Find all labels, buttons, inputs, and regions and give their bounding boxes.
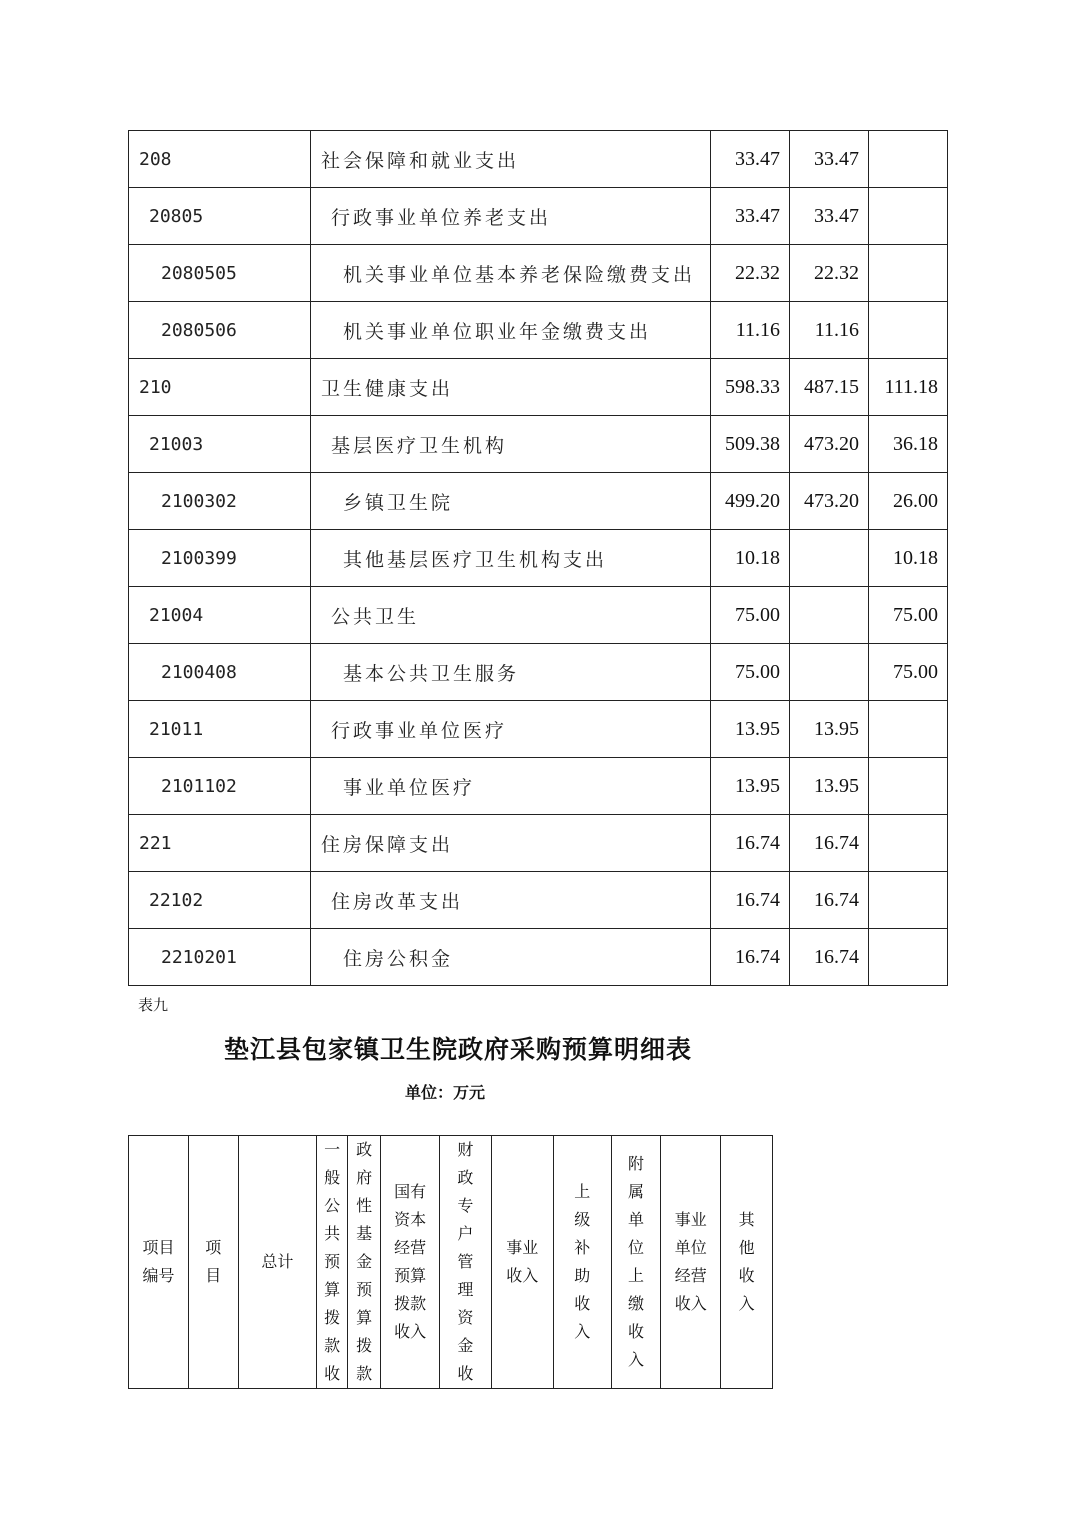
account-code-cell: 2080505 [129,245,311,302]
account-name-cell: 事业单位医疗 [311,758,711,815]
project-amount-cell [869,302,948,359]
basic-amount-cell: 487.15 [790,359,869,416]
basic-amount-cell [790,587,869,644]
project-amount-cell [869,245,948,302]
procurement-header-row [129,1136,773,1389]
table-row [129,416,948,473]
total-amount-cell: 16.74 [711,929,790,986]
basic-amount-cell: 11.16 [790,302,869,359]
procurement-column-header [129,1136,189,1389]
project-amount-cell [869,872,948,929]
total-amount-cell: 13.95 [711,701,790,758]
account-name-cell: 行政事业单位医疗 [311,701,711,758]
column-header-label: 项目编号 [142,1238,175,1285]
account-code-cell: 208 [129,131,311,188]
unit-label: 单位：万元 [405,1083,486,1102]
account-name-cell: 乡镇卫生院 [311,473,711,530]
account-code-cell: 2100399 [129,530,311,587]
account-name-cell: 基层医疗卫生机构 [311,416,711,473]
project-amount-cell: 75.00 [869,587,948,644]
total-amount-cell: 75.00 [711,644,790,701]
total-amount-cell: 598.33 [711,359,790,416]
project-amount-cell: 26.00 [869,473,948,530]
project-amount-cell [869,701,948,758]
account-name-cell: 卫生健康支出 [311,359,711,416]
total-amount-cell: 22.32 [711,245,790,302]
project-amount-cell [869,131,948,188]
account-name-cell: 公共卫生 [311,587,711,644]
procurement-column-header [317,1136,348,1389]
total-amount-cell: 16.74 [711,872,790,929]
table-row [129,188,948,245]
project-amount-cell [869,758,948,815]
basic-amount-cell: 13.95 [790,758,869,815]
procurement-column-header [721,1136,773,1389]
total-amount-cell: 13.95 [711,758,790,815]
table-row [129,359,948,416]
account-code-cell: 22102 [129,872,311,929]
table-row [129,302,948,359]
account-code-cell: 21004 [129,587,311,644]
procurement-column-header [238,1136,317,1389]
account-code-cell: 221 [129,815,311,872]
project-amount-cell [869,929,948,986]
table-row [129,245,948,302]
table-row [129,530,948,587]
total-amount-cell: 10.18 [711,530,790,587]
basic-amount-cell [790,644,869,701]
procurement-column-header [440,1136,492,1389]
total-amount-cell: 33.47 [711,131,790,188]
table-row [129,701,948,758]
account-name-cell: 机关事业单位基本养老保险缴费支出 [311,245,711,302]
basic-amount-cell: 16.74 [790,872,869,929]
project-amount-cell [869,188,948,245]
account-code-cell: 2100302 [129,473,311,530]
basic-amount-cell: 473.20 [790,473,869,530]
procurement-table [128,1135,773,1389]
table-row [129,473,948,530]
total-amount-cell: 11.16 [711,302,790,359]
total-amount-cell: 16.74 [711,815,790,872]
total-amount-cell: 33.47 [711,188,790,245]
account-code-cell: 2101102 [129,758,311,815]
procurement-column-header [491,1136,553,1389]
basic-amount-cell: 13.95 [790,701,869,758]
column-header-label: 事业收入 [506,1238,539,1285]
column-header-label: 其他收入 [738,1210,755,1313]
project-amount-cell: 111.18 [869,359,948,416]
account-code-cell: 210 [129,359,311,416]
column-header-label: 财政专户管理资金收 [457,1140,474,1383]
table-number: 表九 [138,996,169,1014]
table-row [129,131,948,188]
project-amount-cell: 75.00 [869,644,948,701]
procurement-column-header [188,1136,238,1389]
table-row [129,815,948,872]
table-row [129,587,948,644]
column-header-label: 总计 [261,1252,294,1271]
basic-amount-cell: 22.32 [790,245,869,302]
column-header-label: 一般公共预算拨款收 [324,1140,341,1383]
procurement-column-header [381,1136,440,1389]
account-name-cell: 其他基层医疗卫生机构支出 [311,530,711,587]
column-header-label: 事业单位经营收入 [674,1210,707,1313]
table-row [129,758,948,815]
table-row [129,872,948,929]
table-row [129,929,948,986]
basic-amount-cell [790,530,869,587]
column-header-label: 国有资本经营预算拨款收入 [394,1182,427,1341]
basic-amount-cell: 16.74 [790,929,869,986]
column-header-label: 附属单位上缴收入 [627,1154,644,1369]
column-header-label: 上级补助收入 [574,1182,591,1341]
column-header-label: 项目 [205,1238,222,1285]
account-name-cell: 住房保障支出 [311,815,711,872]
account-code-cell: 2100408 [129,644,311,701]
account-code-cell: 21011 [129,701,311,758]
basic-amount-cell: 33.47 [790,131,869,188]
expenditure-table [128,130,948,986]
project-amount-cell [869,815,948,872]
procurement-column-header [611,1136,661,1389]
total-amount-cell: 509.38 [711,416,790,473]
procurement-column-header [348,1136,381,1389]
project-amount-cell: 10.18 [869,530,948,587]
total-amount-cell: 75.00 [711,587,790,644]
account-code-cell: 2210201 [129,929,311,986]
account-name-cell: 基本公共卫生服务 [311,644,711,701]
project-amount-cell: 36.18 [869,416,948,473]
account-code-cell: 21003 [129,416,311,473]
account-name-cell: 机关事业单位职业年金缴费支出 [311,302,711,359]
table-row [129,644,948,701]
column-header-label: 政府性基金预算拨款 [356,1140,373,1383]
basic-amount-cell: 33.47 [790,188,869,245]
procurement-column-header [661,1136,721,1389]
basic-amount-cell: 16.74 [790,815,869,872]
account-name-cell: 住房改革支出 [311,872,711,929]
account-name-cell: 行政事业单位养老支出 [311,188,711,245]
page-title: 垫江县包家镇卫生院政府采购预算明细表 [223,1035,692,1064]
procurement-column-header [553,1136,611,1389]
expenditure-table-body [129,131,948,986]
account-name-cell: 社会保障和就业支出 [311,131,711,188]
total-amount-cell: 499.20 [711,473,790,530]
basic-amount-cell: 473.20 [790,416,869,473]
account-name-cell: 住房公积金 [311,929,711,986]
account-code-cell: 2080506 [129,302,311,359]
account-code-cell: 20805 [129,188,311,245]
